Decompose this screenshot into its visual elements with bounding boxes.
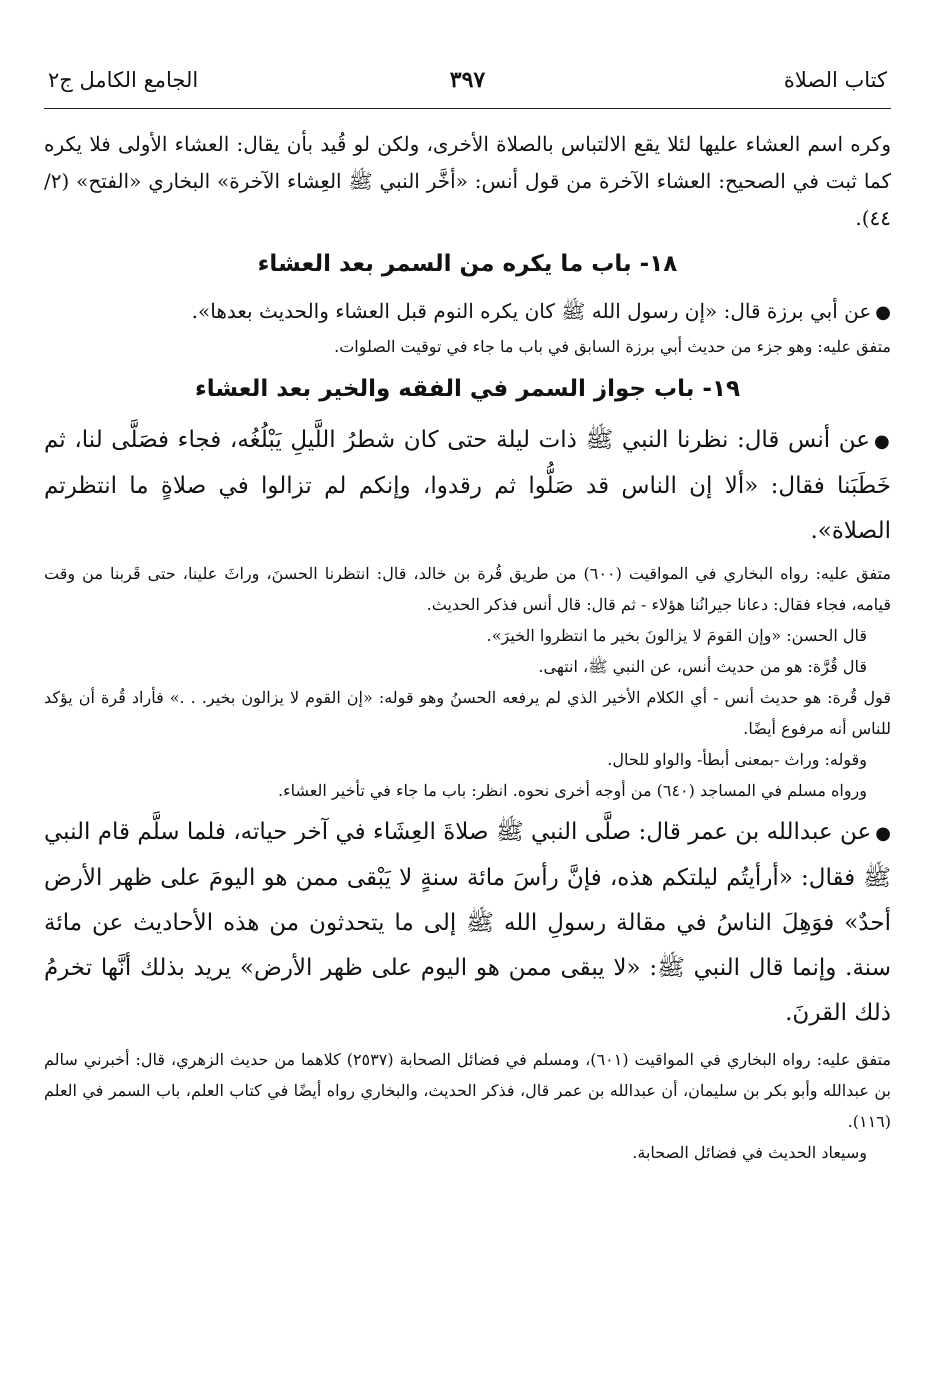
- commentary-note: قال الحسن: «وإن القومَ لا يزالونَ بخير ما انتظروا الخيرَ».: [486, 626, 867, 645]
- hadith-text: عن أبي برزة قال: «إن رسول الله ﷺ كان يكره النوم قبل العشاء والحديث بعدها».: [191, 299, 872, 323]
- bullet-icon: ●: [875, 823, 891, 844]
- takhrij-note: ورواه مسلم في المساجد (٦٤٠) من أوجه أخرى نحوه. انظر: باب ما جاء في تأخير العشاء.: [278, 781, 867, 800]
- commentary-note: وسيعاد الحديث في فضائل الصحابة.: [632, 1143, 867, 1162]
- running-header-title: الجامع الكامل ج٢: [48, 68, 199, 92]
- commentary-note: قال قُرَّة: هو من حديث أنس، عن النبي ﷺ، انتهى.: [538, 657, 867, 676]
- hadith-anas: [44, 418, 891, 554]
- hadith-text: عن أنس قال: نظرنا النبي ﷺ ذات ليلة حتى كان شطرُ اللَّيلِ يَبْلُغُه، فجاء فصَلَّى لنا، ثم خَطَبَنا فقال: «ألا إن الناس قد صَلُّوا ثم رقدوا، وإنكم لم تزالوا في صلاةٍ ما انتظرتم الصلاة».: [44, 427, 891, 544]
- intro-paragraph: وكره اسم العشاء عليها لئلا يقع الالتباس بالصلاة الأخرى، ولكن لو قُيد بأن يقال: العشاء الأولى فلا يكره كما ثبت في الصحيح: العشاء الآخرة من قول أنس: «أخَّر النبي ﷺ العِشاء الآخرة» البخاري «الفتح» (٢/ ٤٤).: [44, 132, 891, 230]
- page-number: ٣٩٧: [449, 67, 486, 93]
- chapter-heading-18: ١٨- باب ما يكره من السمر بعد العشاء: [257, 251, 678, 277]
- bullet-icon: ●: [875, 302, 891, 323]
- takhrij-note: متفق عليه: رواه البخاري في المواقيت (٦٠٠) من طريق قُرة بن خالد، قال: انتظرنا الحسنَ، وراثَ علينا، حتى قَربنا من وقت قيامه، فجاء فقال: دعانا جيرانُنا هؤلاء - ثم قال: قال أنس فذكر الحديث.: [44, 564, 891, 614]
- takhrij-note: متفق عليه: رواه البخاري في المواقيت (٦٠١)، ومسلم في فضائل الصحابة (٢٥٣٧) كلاهما من حديث الزهري، قال: أخبرني سالم بن عبدالله وأبو بكر بن سليمان، أن عبدالله بن عمر قال، فذكر الحديث، والبخاري رواه أيضًا في كتاب العلم، باب السمر في العلم (١١٦).: [44, 1050, 892, 1131]
- page-content: [44, 126, 891, 1168]
- hadith-text: عن عبدالله بن عمر قال: صلَّى النبي ﷺ صلاةَ العِشَاء في آخر حياته، فلما سلَّم قام النبي ﷺ فقال: «أرأيتُم ليلتكم هذه، فإنَّ رأسَ مائة سنةٍ لا يَبْقى ممن هو اليومَ على ظهر الأرض أحدٌ» فوَهِلَ الناسُ في مقالة رسولِ الله ﷺ إلى ما يتحدثون من هذه الأحاديث عن مائة سنة. وإنما قال النبي ﷺ: «لا يبقى ممن هو اليوم على ظهر الأرض» يريد بذلك أنَّها تخرمُ ذلك القرنَ.: [44, 819, 891, 1026]
- running-header-chapter: كتاب الصلاة: [783, 68, 887, 92]
- commentary-note: وقوله: وراث -بمعنى أبطأ- والواو للحال.: [607, 750, 867, 769]
- commentary-note: قول قُرة: هو حديث أنس - أي الكلام الأخير الذي لم يرفعه الحسنُ وهو قوله: «إن القوم لا يزالون بخير. . .» فأراد قُرة أن يؤكد للناس أنه مرفوع أيضًا.: [44, 688, 891, 738]
- bullet-icon: ●: [873, 431, 891, 452]
- page-header: [44, 60, 891, 112]
- hadith-ibn-umar: [44, 810, 891, 1036]
- takhrij-note: متفق عليه: وهو جزء من حديث أبي برزة السابق في باب ما جاء في توقيت الصلوات.: [334, 337, 891, 356]
- header-divider: [44, 108, 891, 109]
- chapter-heading-19: ١٩- باب جواز السمر في الفقه والخير بعد العشاء: [194, 376, 741, 402]
- book-page: [44, 60, 891, 1359]
- hadith-abu-barza: [44, 293, 891, 331]
